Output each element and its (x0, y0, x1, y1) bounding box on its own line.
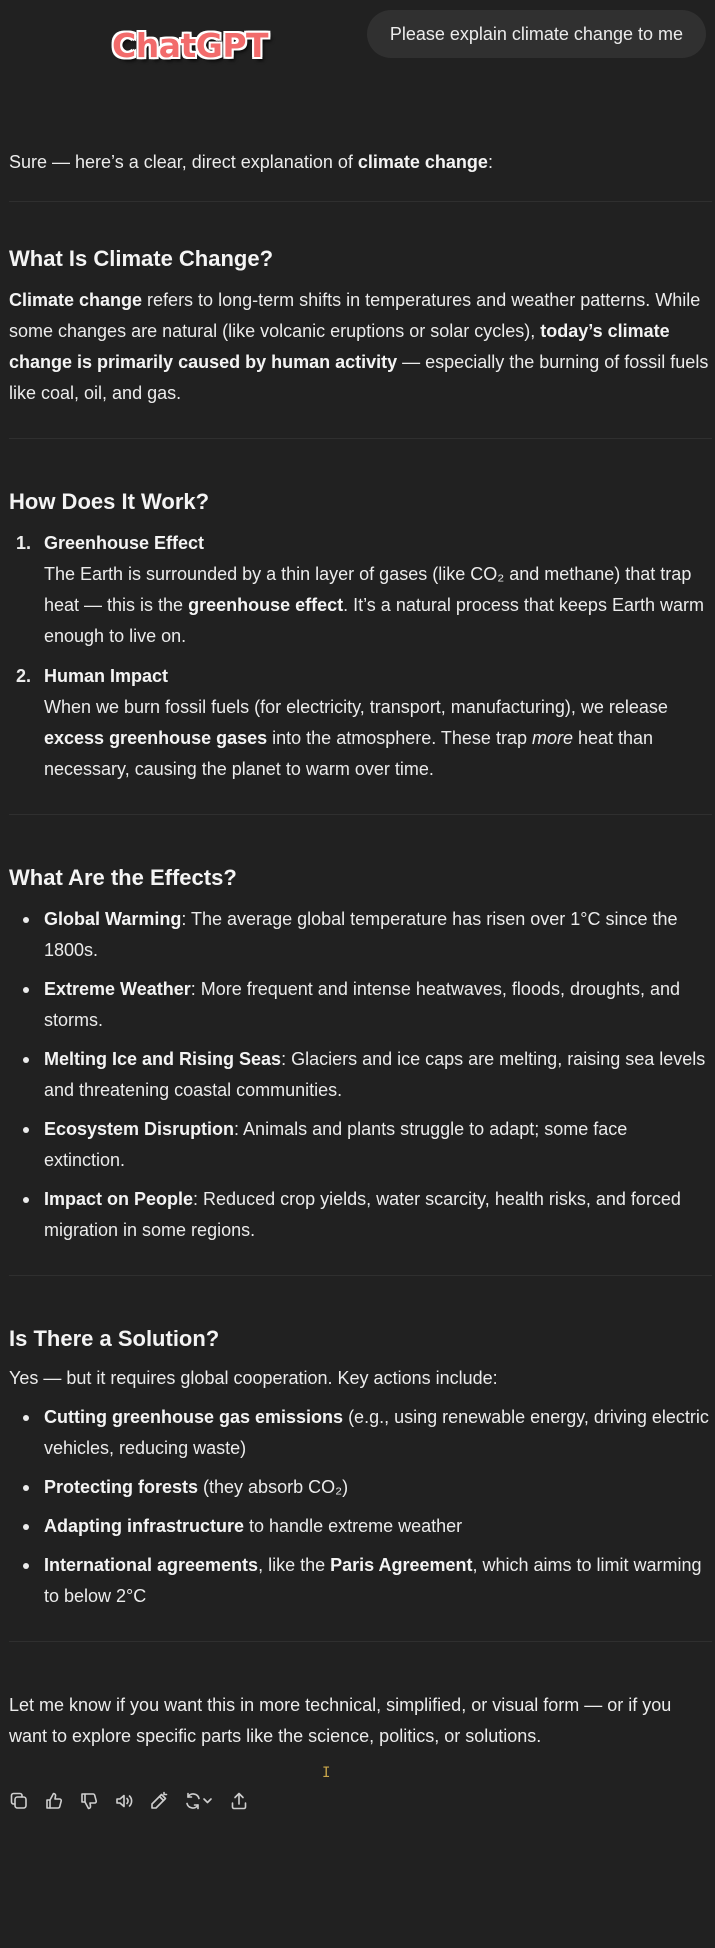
share-icon[interactable] (229, 1791, 249, 1811)
regenerate-icon[interactable] (184, 1791, 214, 1811)
text-cursor-icon: I (322, 1765, 331, 1781)
divider (9, 201, 712, 202)
heading-solution: Is There a Solution? (9, 1326, 220, 1351)
effects-list (9, 904, 712, 1246)
thumbs-up-icon[interactable] (44, 1791, 64, 1811)
intro-text: Sure — here’s a clear, direct explanation of climate change: (9, 152, 493, 172)
divider (9, 1641, 712, 1642)
copy-icon[interactable] (9, 1791, 29, 1811)
solution-item: International agreements, like the Paris Agreement, which aims to limit warming to below 2°C (9, 1550, 712, 1612)
chatgpt-logo: ChatGPT (112, 26, 269, 65)
effect-item: Melting Ice and Rising Seas: Glaciers and ice caps are melting, raising sea levels and threatening coastal communities. (9, 1044, 712, 1106)
edit-icon[interactable] (149, 1791, 169, 1811)
heading-what-is: What Is Climate Change? (9, 246, 274, 271)
thumbs-down-icon[interactable] (79, 1791, 99, 1811)
solution-item: Cutting greenhouse gas emissions (e.g., using renewable energy, driving electric vehicles, reducing waste) (9, 1402, 712, 1464)
effect-item: Global Warming: The average global temperature has risen over 1°C since the 1800s. (9, 904, 712, 966)
divider (9, 1275, 712, 1276)
effect-item: Impact on People: Reduced crop yields, water scarcity, health risks, and forced migration in some regions. (9, 1184, 712, 1246)
assistant-response (9, 147, 712, 1752)
how-item: 1. Greenhouse Effect The Earth is surrounded by a thin layer of gases (like CO₂ and methane) that trap heat — this is the greenhouse effect. It’s a natural process that keeps Earth warm enough to live on. (16, 533, 704, 646)
solution-item: Protecting forests (they absorb CO₂) (9, 1472, 712, 1503)
message-actions (9, 1791, 264, 1811)
user-message-bubble: Please explain climate change to me (367, 10, 706, 58)
divider (9, 438, 712, 439)
how-list (9, 528, 712, 785)
effect-item: Ecosystem Disruption: Animals and plants struggle to adapt; some face extinction. (9, 1114, 712, 1176)
effect-item: Extreme Weather: More frequent and intense heatwaves, floods, droughts, and storms. (9, 974, 712, 1036)
solution-item: Adapting infrastructure to handle extreme weather (9, 1511, 712, 1542)
how-item: 2. Human Impact When we burn fossil fuels (for electricity, transport, manufacturing), we release excess greenhouse gases into the atmosphere. These trap more heat than necessary, causing the planet to warm over time. (16, 666, 668, 779)
s1-paragraph: Climate change refers to long-term shifts in temperatures and weather patterns. While some changes are natural (like volcanic eruptions or solar cycles), today’s climate change is primarily caused by human activity — especially the burning of fossil fuels like coal, oil, and gas. (9, 290, 709, 403)
solution-lead: Yes — but it requires global cooperation. Key actions include: (9, 1368, 498, 1388)
heading-effects: What Are the Effects? (9, 865, 237, 890)
divider (9, 814, 712, 815)
heading-how-work: How Does It Work? (9, 489, 210, 514)
solution-list (9, 1402, 712, 1612)
closing-text: Let me know if you want this in more technical, simplified, or visual form — or if you want to explore specific parts like the science, politics, or solutions. (9, 1695, 672, 1746)
read-aloud-icon[interactable] (114, 1791, 134, 1811)
